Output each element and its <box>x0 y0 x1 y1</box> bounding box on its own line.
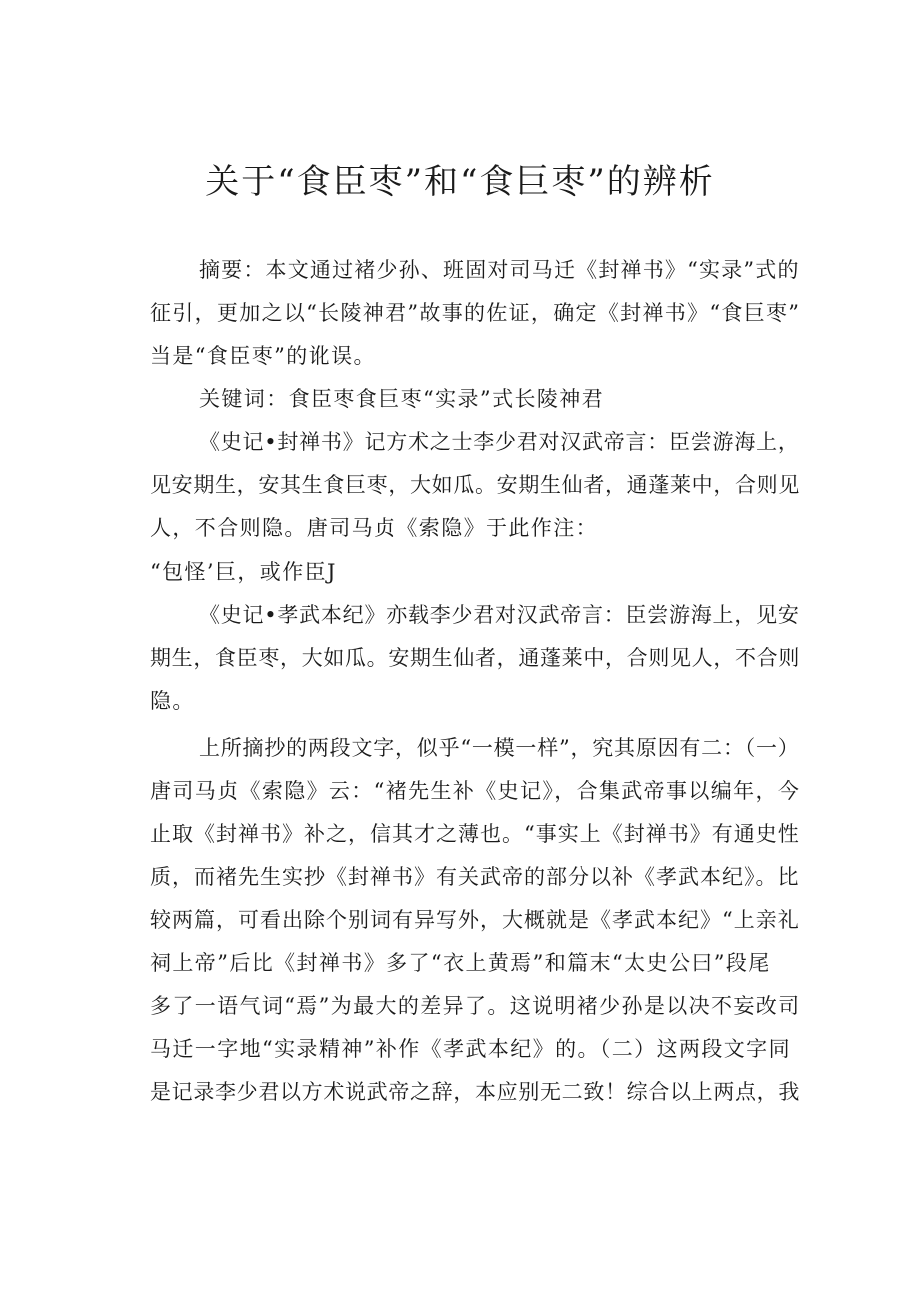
paragraph-line: 是记录李少君以方术说武帝之辞，本应别无二致！综合以上两点，我 <box>150 1080 800 1104</box>
paragraph-line: 人，不合则隐。唐司马贞《索隐》于此作注： <box>150 516 598 540</box>
paragraph-line: 质，而褚先生实抄《封禅书》有关武帝的部分以补《孝武本纪》。比 <box>150 865 800 889</box>
paragraph-line: 止取《封禅书》补之，信其才之薄也。“事实上《封禅书》有通史性 <box>150 822 800 846</box>
paragraph-line: 多了一语气词“焉”为最大的差异了。这说明褚少孙是以决不妄改司 <box>150 994 801 1018</box>
paragraph-line: 祠上帝”后比《封禅书》多了“衣上黄焉”和篇末“太史公曰”段尾 <box>150 951 771 975</box>
paragraph-line: 《史记•封禅书》记方术之士李少君对汉武帝言：臣尝游海上， <box>199 430 800 454</box>
keywords-line: 关键词：食臣枣食巨枣“实录”式长陵神君 <box>199 387 605 411</box>
paragraph-line: 马迁一字地“实录精神”补作《孝武本纪》的。（二）这两段文字同 <box>150 1037 791 1061</box>
paragraph-line: 较两篇，可看出除个别词有异写外，大概就是《孝武本纪》“上亲礼 <box>150 908 800 932</box>
document-title: 关于“食臣枣”和“食巨枣”的辨析 <box>205 162 715 202</box>
paragraph-line: 唐司马贞《索隐》云：“褚先生补《史记》，合集武帝事以编年，今 <box>150 779 801 803</box>
paragraph-line: 期生，食臣枣，大如瓜。安期生仙者，通蓬莱中，合则见人，不合则 <box>150 646 800 670</box>
paragraph-line: 隐。 <box>150 689 195 713</box>
abstract-line: 摘要：本文通过褚少孙、班固对司马迁《封禅书》“实录”式的 <box>199 258 800 282</box>
annotation-line: “包怪’巨，或作臣J <box>150 560 337 584</box>
paragraph-line: 上所摘抄的两段文字，似乎“一模一样”，究其原因有二：（一） <box>199 736 800 760</box>
abstract-line: 征引，更加之以“长陵神君”故事的佐证，确定《封禅书》“食巨枣” <box>150 301 801 325</box>
paragraph-line: 见安期生，安其生食巨枣，大如瓜。安期生仙者，通蓬莱中，合则见 <box>150 473 800 497</box>
paragraph-line: 《史记•孝武本纪》亦载李少君对汉武帝言：臣尝游海上，见安 <box>199 603 800 627</box>
abstract-line: 当是“食臣枣”的讹误。 <box>150 344 376 368</box>
